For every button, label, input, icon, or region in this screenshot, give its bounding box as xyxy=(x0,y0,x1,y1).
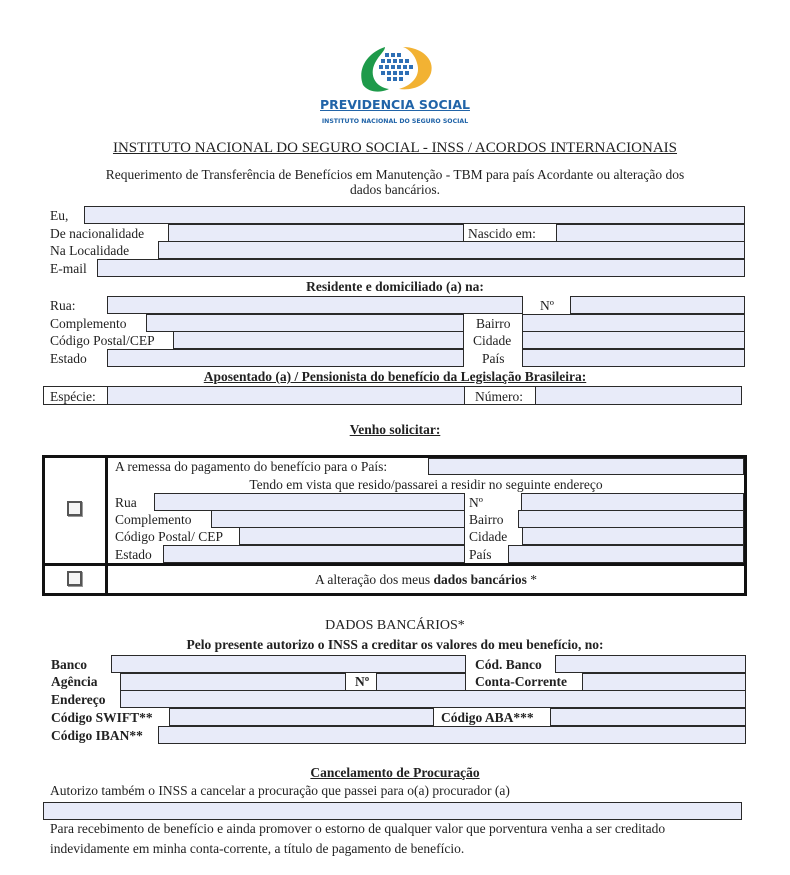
previdencia-logo-icon xyxy=(355,43,435,95)
logo-title: PREVIDENCIA SOCIAL xyxy=(320,97,470,112)
opt-estado-field[interactable] xyxy=(163,545,465,563)
swift-field[interactable] xyxy=(169,708,434,726)
cancel-heading: Cancelamento de Procuração xyxy=(310,765,480,780)
cep-field[interactable] xyxy=(173,331,464,349)
estado-label: Estado xyxy=(50,351,87,366)
banco-field[interactable] xyxy=(111,655,466,673)
nacionalidade-label: De nacionalidade xyxy=(50,226,145,241)
bank-numero-field[interactable] xyxy=(376,673,466,691)
tendo-label: Tendo em vista que resido/passarei a residir no seguinte endereço xyxy=(249,477,603,492)
opt-cidade-label: Cidade xyxy=(469,529,508,544)
cidade-field[interactable] xyxy=(522,331,745,349)
opt-rua-field[interactable] xyxy=(154,493,465,511)
pais-field[interactable] xyxy=(522,349,745,367)
cancel-text: Autorizo também o INSS a cancelar a procuração que passei para o(a) procurador (a) xyxy=(50,783,510,798)
page-subtitle-line2: dados bancários. xyxy=(350,182,440,197)
nascido-label: Nascido em: xyxy=(468,226,536,241)
request-heading: Venho solicitar: xyxy=(349,422,441,437)
especie-label: Espécie: xyxy=(50,389,96,404)
cidade-label: Cidade xyxy=(473,333,512,348)
name-field[interactable] xyxy=(84,206,745,224)
opt-complemento-label: Complemento xyxy=(115,512,192,527)
especie-field[interactable] xyxy=(107,386,465,405)
agencia-label: Agência xyxy=(51,674,98,689)
complemento-field[interactable] xyxy=(146,314,464,332)
iban-label: Código IBAN** xyxy=(51,728,143,743)
opt-pais-label: País xyxy=(469,547,492,562)
benefit-numero-field[interactable] xyxy=(535,386,742,405)
bairro-label: Bairro xyxy=(476,316,511,331)
opt-bairro-field[interactable] xyxy=(518,510,744,528)
nacionalidade-field[interactable] xyxy=(168,224,464,242)
conta-field[interactable] xyxy=(582,673,746,691)
benefit-heading: Aposentado (a) / Pensionista do benefício da Legislação Brasileira: xyxy=(203,369,587,384)
birth-date-field[interactable] xyxy=(556,224,745,242)
remessa-label: A remessa do pagamento do benefício para o País: xyxy=(115,459,388,474)
residence-heading: Residente e domiciliado (a) na: xyxy=(306,279,484,294)
bank-heading: DADOS BANCÁRIOS* xyxy=(325,618,465,633)
localidade-field[interactable] xyxy=(158,241,745,259)
procurador-field[interactable] xyxy=(43,802,742,820)
page-subtitle-line1: Requerimento de Transferência de Benefícios em Manutenção - TBM para país Acordante ou alteração dos xyxy=(105,167,685,182)
numero-field[interactable] xyxy=(570,296,745,314)
endereco-label: Endereço xyxy=(51,692,106,707)
opt-complemento-field[interactable] xyxy=(211,510,465,528)
numero-label: Nº xyxy=(540,298,554,313)
page-title: INSTITUTO NACIONAL DO SEGURO SOCIAL - INSS / ACORDOS INTERNACIONAIS xyxy=(112,140,678,156)
estado-field[interactable] xyxy=(107,349,464,367)
cod-banco-label: Cód. Banco xyxy=(475,657,542,672)
agencia-field[interactable] xyxy=(120,673,346,691)
email-field[interactable] xyxy=(97,259,745,277)
rua-field[interactable] xyxy=(107,296,523,314)
logo xyxy=(355,43,435,95)
iban-field[interactable] xyxy=(158,726,746,744)
bank-endereco-field[interactable] xyxy=(120,690,746,708)
opt-numero-label: Nº xyxy=(469,495,483,510)
benefit-numero-label: Número: xyxy=(475,389,523,404)
banco-label: Banco xyxy=(51,657,88,672)
remessa-pais-field[interactable] xyxy=(428,458,744,475)
divider xyxy=(105,455,108,566)
complemento-label: Complemento xyxy=(50,316,127,331)
opt-estado-label: Estado xyxy=(115,547,152,562)
rua-label: Rua: xyxy=(50,298,76,313)
opt-cep-field[interactable] xyxy=(239,527,465,545)
eu-label: Eu, xyxy=(50,208,69,223)
option2-checkbox[interactable] xyxy=(67,571,82,586)
cancel-para-line2: indevidamente em minha conta-corrente, a título de pagamento de benefício. xyxy=(50,841,465,856)
opt-cidade-field[interactable] xyxy=(522,527,744,545)
email-label: E-mail xyxy=(50,261,87,276)
option1-checkbox[interactable] xyxy=(67,501,82,516)
bank-subheading: Pelo presente autorizo o INSS a creditar os valores do meu benefício, no: xyxy=(186,637,604,652)
swift-label: Código SWIFT** xyxy=(51,710,153,725)
cancel-para-line1: Para recebimento de benefício e ainda promover o estorno de qualquer valor que porventura venha a ser creditado xyxy=(50,821,666,836)
pais-label: País xyxy=(482,351,505,366)
conta-label: Conta-Corrente xyxy=(475,674,567,689)
logo-subtitle: INSTITUTO NACIONAL DO SEGURO SOCIAL xyxy=(321,118,469,125)
opt-cep-label: Código Postal/ CEP xyxy=(115,529,224,544)
cep-label: Código Postal/CEP xyxy=(50,333,155,348)
bairro-field[interactable] xyxy=(522,314,745,332)
bank-numero-label: Nº xyxy=(355,674,370,689)
option2-label: A alteração dos meus dados bancários * xyxy=(315,572,537,587)
localidade-label: Na Localidade xyxy=(50,243,130,258)
opt-bairro-label: Bairro xyxy=(469,512,504,527)
cod-banco-field[interactable] xyxy=(555,655,746,673)
aba-field[interactable] xyxy=(550,708,746,726)
opt-rua-label: Rua xyxy=(115,495,137,510)
opt-pais-field[interactable] xyxy=(508,545,744,563)
aba-label: Código ABA*** xyxy=(441,710,534,725)
opt-numero-field[interactable] xyxy=(521,493,744,511)
